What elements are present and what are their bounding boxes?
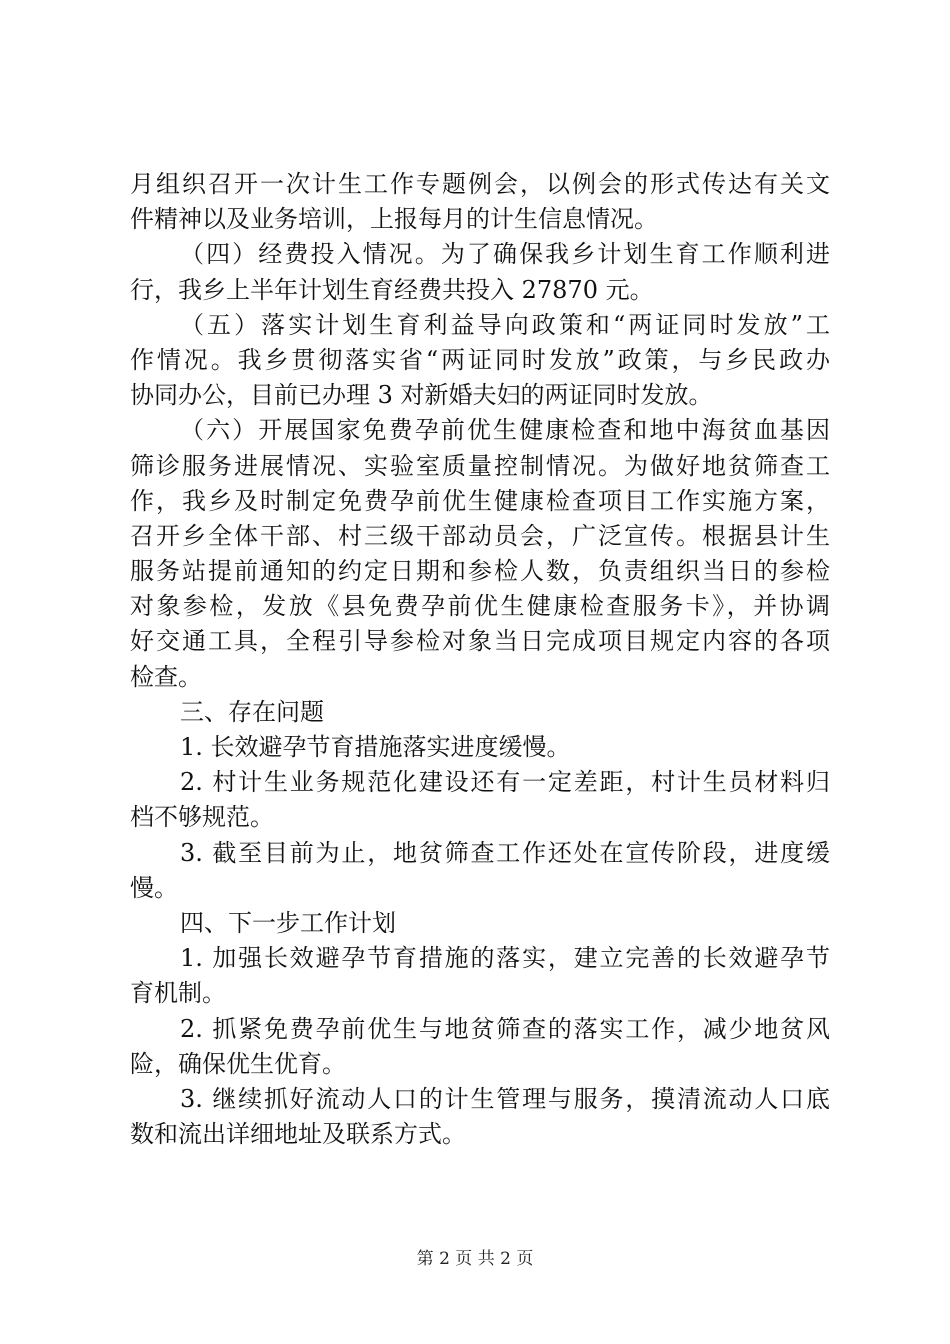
text-line: 召开乡全体干部、村三级干部动员会，广泛宣传。根据县计生 bbox=[130, 521, 830, 550]
section-heading: 三、存在问题 bbox=[180, 697, 324, 726]
section-heading: 四、下一步工作计划 bbox=[180, 908, 396, 937]
text-line: 育机制。 bbox=[130, 979, 226, 1008]
list-item: 1. 长效避孕节育措施落实进度缓慢。 bbox=[180, 733, 571, 761]
section-heading-line: （六）开展国家免费孕前优生健康检查和地中海贫血基因 bbox=[180, 416, 830, 445]
list-item: 3. 继续抓好流动人口的计生管理与服务，摸清流动人口底 bbox=[180, 1084, 830, 1113]
text-line: 件精神以及业务培训，上报每月的计生信息情况。 bbox=[130, 205, 658, 234]
document-body bbox=[130, 167, 830, 1152]
text-line: 检查。 bbox=[130, 662, 202, 691]
list-item: 3. 截至目前为止，地贫筛查工作还处在宣传阶段，进度缓 bbox=[180, 838, 830, 867]
text-line: 对象参检，发放《县免费孕前优生健康检查服务卡》，并协调 bbox=[130, 592, 830, 621]
section-heading-line: （四）经费投入情况。为了确保我乡计划生育工作顺利进 bbox=[180, 240, 830, 269]
text-line: 协同办公，目前已办理 3 对新婚夫妇的两证同时发放。 bbox=[130, 381, 713, 410]
text-line: 服务站提前通知的约定日期和参检人数，负责组织当日的参检 bbox=[130, 557, 830, 586]
text-line: 慢。 bbox=[130, 873, 178, 902]
text-line: 筛诊服务进展情况、实验室质量控制情况。为做好地贫筛查工 bbox=[130, 451, 830, 480]
text-line: 作情况。我乡贯彻落实省“两证同时发放”政策，与乡民政办 bbox=[130, 345, 830, 374]
text-line: 作，我乡及时制定免费孕前优生健康检查项目工作实施方案， bbox=[130, 486, 830, 515]
text-line: 险，确保优生优育。 bbox=[130, 1049, 346, 1078]
page-footer: 第 2 页 共 2 页 bbox=[416, 1249, 534, 1269]
text-line: 好交通工具，全程引导参检对象当日完成项目规定内容的各项 bbox=[130, 627, 830, 656]
text-line: 行，我乡上半年计划生育经费共投入 27870 元。 bbox=[130, 275, 654, 304]
text-line: 数和流出详细地址及联系方式。 bbox=[130, 1120, 466, 1149]
text-line: 档不够规范。 bbox=[130, 803, 274, 832]
section-heading-line: （五）落实计划生育利益导向政策和“两证同时发放”工 bbox=[180, 310, 830, 339]
list-item: 1. 加强长效避孕节育措施的落实，建立完善的长效避孕节 bbox=[180, 944, 830, 973]
list-item: 2. 抓紧免费孕前优生与地贫筛查的落实工作，减少地贫风 bbox=[180, 1014, 830, 1043]
list-item: 2. 村计生业务规范化建设还有一定差距，村计生员材料归 bbox=[180, 768, 830, 797]
text-line: 月组织召开一次计生工作专题例会，以例会的形式传达有关文 bbox=[130, 170, 830, 198]
